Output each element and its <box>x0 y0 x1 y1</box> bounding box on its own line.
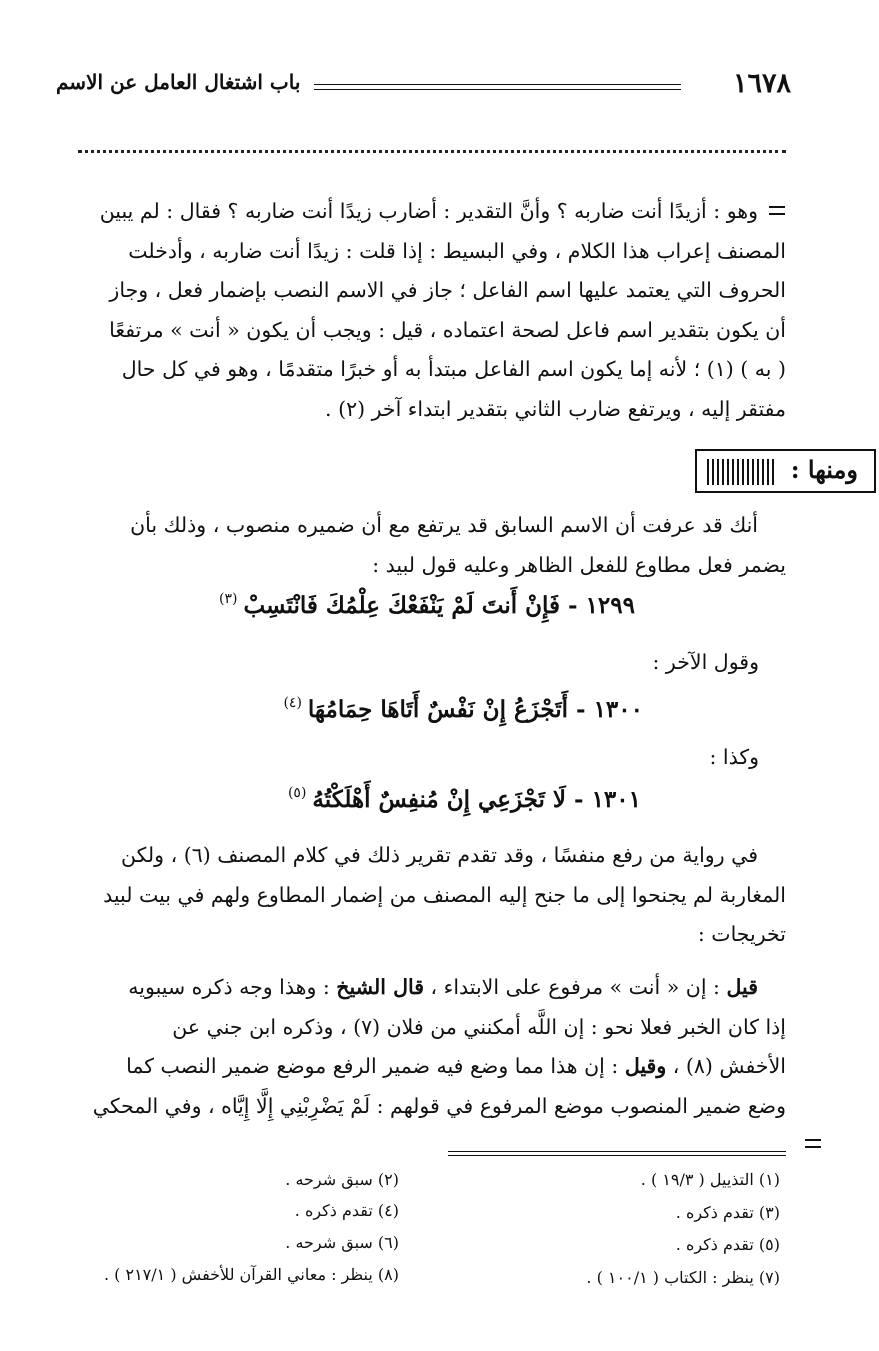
text-line: يضمر فعل مطاوع للفعل الظاهر وعليه قول لبيد : <box>372 552 786 577</box>
header-rule <box>314 84 681 90</box>
paragraph-1 <box>70 192 786 429</box>
footnote-1: (١) التذييل ( ١٩/٣ ) . <box>640 1170 780 1189</box>
text-line: وهو : أزيدًا أنت ضاربه ؟ وأنَّ التقدير : أضارب زيدًا أنت ضاربه ؟ فقال : لم يبين <box>99 199 758 223</box>
footnote-5: (٥) تقدم ذكره . <box>675 1235 780 1254</box>
footnote-2: (٢) سبق شرحه . <box>285 1170 399 1189</box>
bold-term: قيل <box>726 975 758 999</box>
text-line: الحروف التي يعتمد عليها اسم الفاعل ؛ جاز في الاسم النصب بإضمار فعل ، وجاز <box>109 278 786 302</box>
text-line: وضع ضمير المنصوب موضع المرفوع في قولهم : لَمْ يَضْرِبْنِي إِلَّا إِيَّاه ، وفي المحكي <box>92 1093 786 1118</box>
verse-footnote-ref: (٥) <box>287 785 307 801</box>
chapter-title: باب اشتغال العامل عن الاسم <box>56 70 301 94</box>
text-line: أنك قد عرفت أن الاسم السابق قد يرتفع مع أن ضميره منصوب ، وذلك بأن <box>130 513 758 537</box>
text-run: : وهذا وجه ذكره سيبويه <box>128 975 337 999</box>
footnote-7: (٧) ينظر : الكتاب ( ١٠٠/١ ) . <box>586 1268 780 1287</box>
text-line: ( به ) (١) ؛ لأنه إما يكون اسم الفاعل مبتدأ به أو خبرًا متقدمًا ، وهو في كل حال <box>121 357 786 381</box>
section-heading-box <box>695 449 876 493</box>
footnote-6: (٦) سبق شرحه . <box>285 1233 399 1252</box>
paragraph-3 <box>70 836 786 955</box>
verse-1300 <box>283 696 643 723</box>
section-heading: ومنها : <box>790 455 858 484</box>
paragraph-2 <box>70 506 786 585</box>
text-line <box>70 968 786 1008</box>
text-line: أن يكون بتقدير اسم فاعل لصحة اعتماده ، قيل : ويجب أن يكون « أنت » مرتفعًا <box>109 317 786 342</box>
continuation-mark <box>805 1139 821 1148</box>
page-header <box>56 68 791 104</box>
footnote-3: (٣) تقدم ذكره . <box>675 1203 780 1222</box>
bold-term: وقيل <box>624 1054 667 1078</box>
footnote-8: (٨) ينظر : معاني القرآن للأخفش ( ٢١٧/١ ) . <box>103 1265 399 1284</box>
verse-footnote-ref: (٣) <box>219 591 238 607</box>
text-run: : إن « أنت » مرفوع على الابتداء ، <box>424 975 727 999</box>
bold-term: قال الشيخ <box>336 975 425 999</box>
text-line: تخريجات : <box>697 922 786 946</box>
page-number: ١٦٧٨ <box>732 68 791 99</box>
text-line <box>70 1047 786 1087</box>
verse-text: ١٢٩٩ - فَإِنْ أَنتَ لَمْ يَنْفَعْكَ عِلْمُكَ فَانْتَسِبْ <box>243 592 635 619</box>
dotted-separator <box>78 150 786 153</box>
text-line: إذا كان الخبر فعلا نحو : إن اللَّه أمكنني من فلان (٧) ، وذكره ابن جني عن <box>172 1014 786 1039</box>
text-run: : إن هذا مما وضع فيه ضمير الرفع موضع ضمير النصب كما <box>126 1054 625 1078</box>
verse-intro: وكذا : <box>709 745 759 769</box>
verse-text: ١٣٠١ - لَا تَجْزَعِي إِنْ مُنفِسٌ أَهْلَكْتُهُ <box>312 786 641 813</box>
verse-footnote-ref: (٤) <box>283 695 302 711</box>
text-line: المصنف إعراب هذا الكلام ، وفي البسيط : إذا قلت : زيدًا أنت ضاربه ، وأدخلت <box>128 238 786 263</box>
verse-1299 <box>219 592 635 619</box>
verse-intro: وقول الآخر : <box>652 650 759 674</box>
verse-1301 <box>288 786 641 813</box>
footnote-4: (٤) تقدم ذكره . <box>294 1201 399 1220</box>
verse-text: ١٣٠٠ - أَتَجْزَعُ إِنْ نَفْسٌ أَتَاهَا حِمَامُهَا <box>307 696 643 723</box>
text-run: الأخفش (٨) ، <box>666 1054 786 1078</box>
paragraph-4 <box>70 968 786 1126</box>
decorative-bars <box>707 459 775 485</box>
text-line: المغاربة لم يجنحوا إلى ما جنح إليه المصنف من إضمار المطاوع ولهم في بيت لبيد <box>103 882 786 907</box>
footnote-rule <box>448 1151 786 1156</box>
text-line: في رواية من رفع منفسًا ، وقد تقدم تقرير ذلك في كلام المصنف (٦) ، ولكن <box>120 843 758 867</box>
text-line: مفتقر إليه ، ويرتفع ضارب الثاني بتقدير ابتداء آخر (٢) . <box>325 396 786 421</box>
